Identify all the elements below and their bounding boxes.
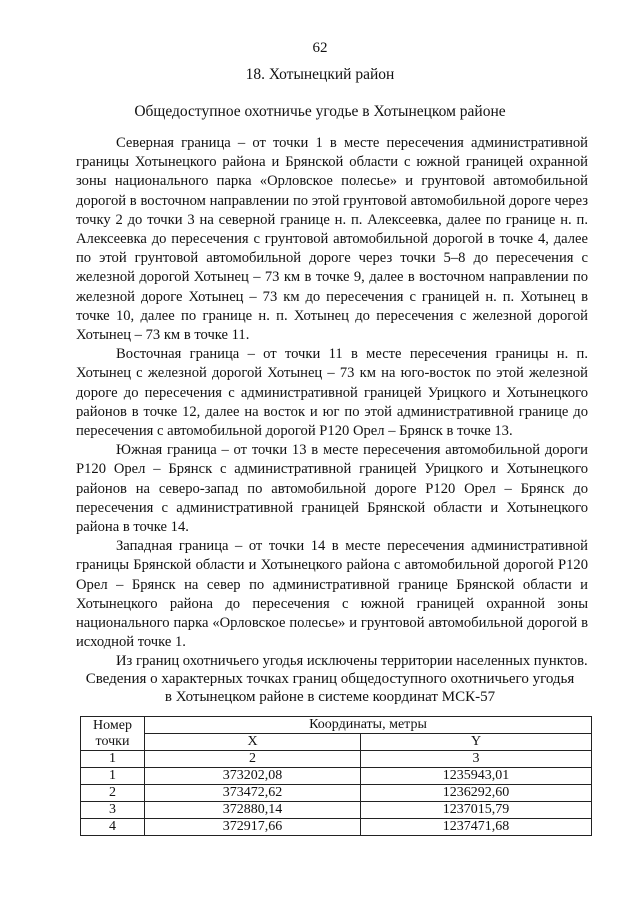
north-boundary-paragraph: Северная граница – от точки 1 в месте пересечения административной границы Хотынецкого района и Брянской области с южной границей охранной зоны национального парка «Орловское полесье» и грунтовой автомобильной дорогой в восточном направлении по этой грунтовой автомобильной дороге через точку 2 до точки 3 на северной границе н. п. Алексеевка, далее по границе н. п. Алексеевка до пересечения с грунтовой автомобильной дорогой в точке 4, далее по этой грунтовой автомобильной дороге через точки 5–8 до пересечения с железной дорогой Хотынец – 73 км в точке 9, далее в восточном направлении по железной дороге Хотынец – 73 км до пересечения с границей н. п. Хотынец в точке 10, далее по границе н. п. Хотынец до пересечения с железной дорогой Хотынец – 73 км в точке 11. bbox=[76, 135, 588, 344]
table-row bbox=[81, 785, 592, 802]
table-row bbox=[81, 768, 592, 785]
point-number-cell: 4 bbox=[81, 819, 145, 836]
x-coordinate-cell: 372880,14 bbox=[145, 802, 361, 819]
coordinates-table bbox=[80, 716, 592, 836]
south-boundary-paragraph: Южная граница – от точки 13 в месте пересечения автомобильной дороги Р120 Орел – Брянск с административной границей Урицкого и Хотынецкого районов на северо-запад по автомобильной дороге Р120 Орел – Брянск до пересечения с административной границей Брянской области и Хотынецкого района в точке 14. bbox=[76, 442, 588, 536]
page-number: 62 bbox=[312, 40, 328, 56]
y-coordinate-cell: 1235943,01 bbox=[361, 768, 592, 785]
point-number-cell: 3 bbox=[81, 802, 145, 819]
table-subheader-row bbox=[81, 734, 592, 751]
table-header-row bbox=[81, 717, 592, 734]
y-coordinate-cell: 1237015,79 bbox=[361, 802, 592, 819]
west-boundary-paragraph: Западная граница – от точки 14 в месте пересечения административной границы Брянской области и Хотынецкого района с автомобильной дорогой Р120 Орел – Брянск на север по административной границе Брянской области и Хотынецкого района до пересечения с южной границей охранной зоны национального парка «Орловское полесье» и грунтовой автомобильной дорогой в исходной точке 1. bbox=[76, 538, 588, 651]
y-coordinate-cell: 1236292,60 bbox=[361, 785, 592, 802]
x-coordinate-cell: 373472,62 bbox=[145, 785, 361, 802]
header-y: Y bbox=[361, 734, 592, 751]
x-coordinate-cell: 373202,08 bbox=[145, 768, 361, 785]
table-caption-line-1: Сведения о характерных точках границ общедоступного охотничьего угодья bbox=[85, 671, 575, 687]
header-point-number bbox=[81, 717, 145, 751]
y-coordinate-cell: 1237471,68 bbox=[361, 819, 592, 836]
boundary-description bbox=[76, 134, 588, 672]
header-point-number-line-2: точки bbox=[95, 733, 130, 749]
hunting-ground-title: Общедоступное охотничье угодье в Хотынецком районе bbox=[134, 103, 506, 120]
index-cell-2: 2 bbox=[145, 751, 361, 768]
point-number-cell: 1 bbox=[81, 768, 145, 785]
table-row bbox=[81, 802, 592, 819]
section-title: 18. Хотынецкий район bbox=[245, 66, 395, 83]
table-row bbox=[81, 819, 592, 836]
table-index-row bbox=[81, 751, 592, 768]
exclusion-paragraph: Из границ охотничьего угодья исключены территории населенных пунктов. bbox=[116, 653, 588, 670]
table-caption-line-2: в Хотынецком районе в системе координат МСК-57 bbox=[164, 689, 496, 705]
header-coordinates: Координаты, метры bbox=[145, 717, 592, 734]
index-cell-1: 1 bbox=[81, 751, 145, 768]
header-point-number-line-1: Номер bbox=[93, 717, 132, 733]
point-number-cell: 2 bbox=[81, 785, 145, 802]
table-caption bbox=[60, 670, 600, 706]
x-coordinate-cell: 372917,66 bbox=[145, 819, 361, 836]
header-x: X bbox=[145, 734, 361, 751]
index-cell-3: 3 bbox=[361, 751, 592, 768]
east-boundary-paragraph: Восточная граница – от точки 11 в месте пересечения границы н. п. Хотынец с железной дорогой Хотынец – 73 км на юго-восток по этой железной дороге до пересечения с административной границей Урицкого и Хотынецкого районов в точке 12, далее на восток и юг по этой административной границе до пересечения с автомобильной дорогой Р120 Орел – Брянск в точке 13. bbox=[76, 346, 588, 440]
